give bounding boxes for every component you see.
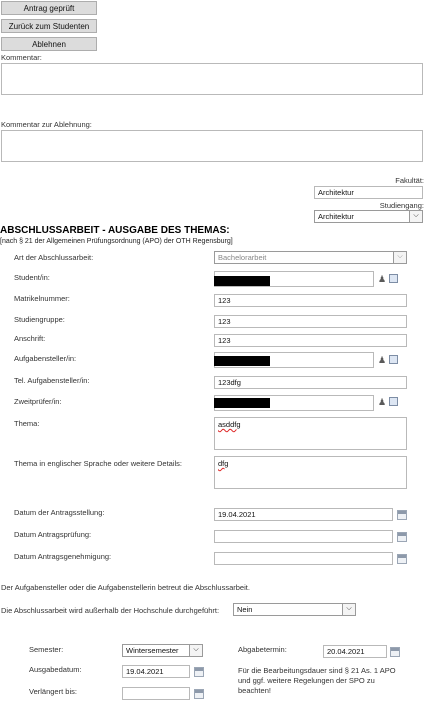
external-select[interactable] <box>233 603 356 616</box>
due-date-field[interactable]: 20.04.2021 <box>323 645 387 658</box>
extended-field[interactable] <box>122 687 190 700</box>
reject-comment-label: Kommentar zur Ablehnung: <box>1 120 92 129</box>
program-value: Architektur <box>318 212 354 221</box>
chevron-down-icon: ⌵ <box>409 211 422 222</box>
thesis-type-value: Bachelorarbeit <box>218 253 267 262</box>
program-select[interactable] <box>314 210 423 223</box>
date-request-label: Datum der Antragsstellung: <box>14 508 105 517</box>
program-label: Studiengang: <box>379 201 424 210</box>
faculty-field[interactable]: Architektur <box>314 186 423 199</box>
student-label: Student/in: <box>14 273 50 282</box>
thesis-type-select[interactable] <box>214 251 407 264</box>
chevron-down-icon: ⌵ <box>393 252 406 263</box>
supervisor-label: Aufgabensteller/in: <box>14 354 77 363</box>
comment-label: Kommentar: <box>1 53 42 62</box>
issue-date-field[interactable]: 19.04.2021 <box>122 665 190 678</box>
person-check-icon: ♟ <box>378 397 387 407</box>
calendar-icon[interactable] <box>194 667 204 677</box>
date-request-field[interactable]: 19.04.2021 <box>214 508 393 521</box>
address-label: Anschrift: <box>14 334 46 343</box>
calendar-icon[interactable] <box>397 554 407 564</box>
topic-en-field[interactable] <box>214 456 407 489</box>
calendar-icon[interactable] <box>390 647 400 657</box>
approve-button[interactable]: Antrag geprüft <box>1 1 97 15</box>
semester-label: Semester: <box>29 645 64 654</box>
calendar-icon[interactable] <box>397 532 407 542</box>
chevron-down-icon: ⌵ <box>342 604 355 615</box>
topic-field[interactable] <box>214 417 407 450</box>
semester-value: Wintersemester <box>126 646 179 655</box>
date-approve-field[interactable] <box>214 552 393 565</box>
phone-label: Tel. Aufgabensteller/in: <box>14 376 90 385</box>
back-to-student-button[interactable]: Zurück zum Studenten <box>1 19 97 33</box>
reject-comment-field[interactable] <box>1 130 423 162</box>
external-value: Nein <box>237 605 253 614</box>
person-check-icon: ♟ <box>378 355 387 365</box>
address-book-icon <box>389 397 398 406</box>
phone-field[interactable]: 123dfg <box>214 376 407 389</box>
redacted-student <box>214 276 270 286</box>
page-title: ABSCHLUSSARBEIT - AUSGABE DES THEMAS: <box>0 225 230 236</box>
second-examiner-picker[interactable] <box>378 397 400 407</box>
date-approve-label: Datum Antragsgenehmigung: <box>14 552 112 561</box>
issue-date-label: Ausgabedatum: <box>29 665 82 674</box>
faculty-label: Fakultät: <box>395 176 424 185</box>
extended-label: Verlängert bis: <box>29 687 77 696</box>
second-examiner-label: Zweitprüfer/in: <box>14 397 62 406</box>
topic-value: asddfg <box>218 420 241 429</box>
student-picker[interactable] <box>378 274 400 284</box>
external-label: Die Abschlussarbeit wird außerhalb der Hochschule durchgeführt: <box>1 606 220 615</box>
thesis-type-label: Art der Abschlussarbeit: <box>14 253 94 262</box>
deadline-note: Für die Bearbeitungsdauer sind § 21 As. 1 APO und ggf. weitere Regelungen der SPO zu beachten! <box>238 666 396 695</box>
topic-en-label: Thema in englischer Sprache oder weitere Details: <box>14 459 182 468</box>
date-check-label: Datum Antragsprüfung: <box>14 530 92 539</box>
address-field[interactable]: 123 <box>214 334 407 347</box>
matrikel-label: Matrikelnummer: <box>14 294 70 303</box>
reject-button[interactable]: Ablehnen <box>1 37 97 51</box>
page-subtitle: [nach § 21 der Allgemeinen Prüfungsordnung (APO) der OTH Regensburg] <box>0 238 233 245</box>
supervisor-picker[interactable] <box>378 355 400 365</box>
address-book-icon <box>389 355 398 364</box>
topic-label: Thema: <box>14 419 40 428</box>
semester-select[interactable] <box>122 644 203 657</box>
due-date-label: Abgabetermin: <box>238 645 287 654</box>
calendar-icon[interactable] <box>194 689 204 699</box>
person-check-icon: ♟ <box>378 274 387 284</box>
group-field[interactable]: 123 <box>214 315 407 328</box>
supervise-info: Der Aufgabensteller oder die Aufgabenstellerin betreut die Abschlussarbeit. <box>1 583 250 592</box>
redacted-second-examiner <box>214 398 270 408</box>
calendar-icon[interactable] <box>397 510 407 520</box>
date-check-field[interactable] <box>214 530 393 543</box>
topic-en-value: dfg <box>218 459 229 468</box>
matrikel-field[interactable]: 123 <box>214 294 407 307</box>
chevron-down-icon: ⌵ <box>189 645 202 656</box>
redacted-supervisor <box>214 356 270 366</box>
comment-field[interactable] <box>1 63 423 95</box>
group-label: Studiengruppe: <box>14 315 65 324</box>
address-book-icon <box>389 274 398 283</box>
